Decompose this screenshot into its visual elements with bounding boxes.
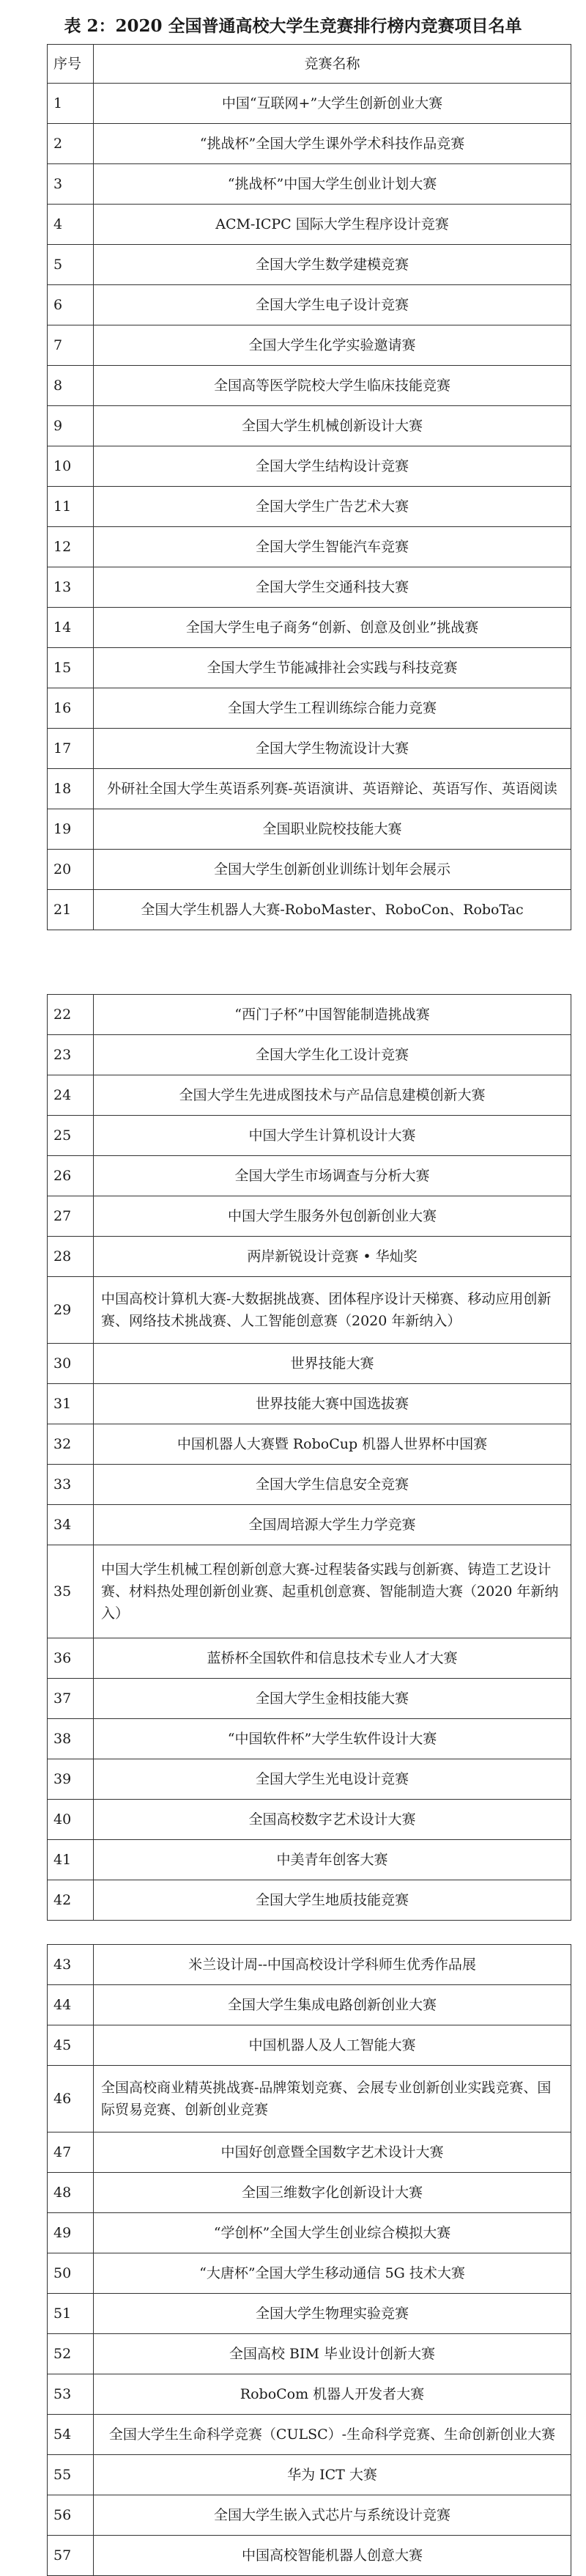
table-row [48, 164, 571, 205]
row-number: 41 [48, 1840, 94, 1880]
competition-name: 全国大学生智能汽车竞赛 [94, 527, 571, 567]
competition-name: 全国大学生金相技能大赛 [94, 1679, 571, 1719]
competition-name: 全国大学生地质技能竞赛 [94, 1880, 571, 1921]
competition-name: RoboCom 机器人开发者大赛 [94, 2374, 571, 2415]
row-number: 24 [48, 1075, 94, 1116]
table-row [48, 1759, 571, 1800]
row-number: 4 [48, 205, 94, 245]
competition-name: 全国职业院校技能大赛 [94, 809, 571, 850]
row-number: 53 [48, 2374, 94, 2415]
row-number: 14 [48, 608, 94, 648]
header-name: 竞赛名称 [94, 45, 571, 84]
table-row [48, 850, 571, 890]
row-number: 3 [48, 164, 94, 205]
row-number: 10 [48, 446, 94, 487]
row-number: 1 [48, 84, 94, 124]
competition-name: 中国大学生计算机设计大赛 [94, 1116, 571, 1156]
table-row [48, 2173, 571, 2213]
table-row [48, 446, 571, 487]
row-number: 19 [48, 809, 94, 850]
competition-name: 中国大学生服务外包创新创业大赛 [94, 1196, 571, 1237]
table-row [48, 325, 571, 366]
competition-name: 全国三维数字化创新设计大赛 [94, 2173, 571, 2213]
competition-table-part-3 [47, 1944, 571, 2576]
table-row [48, 1277, 571, 1344]
competition-name: 蓝桥杯全国软件和信息技术专业人才大赛 [94, 1638, 571, 1679]
row-number: 33 [48, 1465, 94, 1505]
table-row [48, 1384, 571, 1424]
row-number: 34 [48, 1505, 94, 1545]
header-num: 序号 [48, 45, 94, 84]
competition-table-part-1 [47, 44, 571, 930]
row-number: 30 [48, 1344, 94, 1384]
row-number: 37 [48, 1679, 94, 1719]
row-number: 31 [48, 1384, 94, 1424]
row-number: 8 [48, 366, 94, 406]
competition-name: 全国周培源大学生力学竞赛 [94, 1505, 571, 1545]
competition-name: 全国大学生广告艺术大赛 [94, 487, 571, 527]
table-row [48, 1679, 571, 1719]
competition-name: 华为 ICT 大赛 [94, 2455, 571, 2495]
row-number: 52 [48, 2334, 94, 2374]
row-number: 39 [48, 1759, 94, 1800]
row-number: 15 [48, 648, 94, 688]
table-row [48, 1196, 571, 1237]
row-number: 29 [48, 1277, 94, 1344]
competition-name: 世界技能大赛中国选拔赛 [94, 1384, 571, 1424]
row-number: 56 [48, 2495, 94, 2536]
table-row [48, 1840, 571, 1880]
table-row [48, 2025, 571, 2066]
competition-name: 全国大学生先进成图技术与产品信息建模创新大赛 [94, 1075, 571, 1116]
competition-name: 全国大学生机器人大赛-RoboMaster、RoboCon、RoboTac [94, 890, 571, 930]
row-number: 6 [48, 285, 94, 325]
table-row [48, 285, 571, 325]
table-row [48, 2536, 571, 2576]
row-number: 17 [48, 729, 94, 769]
table-row [48, 124, 571, 164]
competition-name: 中国“互联网+”大学生创新创业大赛 [94, 84, 571, 124]
row-number: 51 [48, 2294, 94, 2334]
row-number: 35 [48, 1545, 94, 1638]
row-number: 42 [48, 1880, 94, 1921]
row-number: 54 [48, 2415, 94, 2455]
competition-name: 全国大学生物理实验竞赛 [94, 2294, 571, 2334]
table-title: 表 2：2020 全国普通高校大学生竞赛排行榜内竞赛项目名单 [64, 16, 522, 36]
table-section-1 [47, 44, 571, 930]
table-row [48, 1344, 571, 1384]
competition-name: 全国大学生集成电路创新创业大赛 [94, 1985, 571, 2025]
row-number: 36 [48, 1638, 94, 1679]
table-row [48, 2066, 571, 2132]
competition-name: 全国大学生市场调查与分析大赛 [94, 1156, 571, 1196]
competition-name: 全国大学生生命科学竞赛（CULSC）-生命科学竞赛、生命创新创业大赛 [94, 2415, 571, 2455]
table-row [48, 1945, 571, 1985]
table-row [48, 527, 571, 567]
table-row [48, 1638, 571, 1679]
competition-name: 全国大学生工程训练综合能力竞赛 [94, 688, 571, 729]
competition-name: 中国高校计算机大赛-大数据挑战赛、团体程序设计天梯赛、移动应用创新赛、网络技术挑战赛、人工智能创意赛（2020 年新纳入） [94, 1277, 571, 1344]
competition-name: 全国大学生创新创业训练计划年会展示 [94, 850, 571, 890]
competition-name: 全国大学生节能减排社会实践与科技竞赛 [94, 648, 571, 688]
row-number: 49 [48, 2213, 94, 2253]
competition-name: “挑战杯”全国大学生课外学术科技作品竞赛 [94, 124, 571, 164]
row-number: 7 [48, 325, 94, 366]
competition-table-part-2 [47, 994, 571, 1921]
table-row [48, 2495, 571, 2536]
competition-name: 全国大学生光电设计竞赛 [94, 1759, 571, 1800]
table-row [48, 648, 571, 688]
row-number: 46 [48, 2066, 94, 2132]
table-row [48, 1545, 571, 1638]
table-row [48, 1719, 571, 1759]
table-row [48, 567, 571, 608]
competition-name: 外研社全国大学生英语系列赛-英语演讲、英语辩论、英语写作、英语阅读 [94, 769, 571, 809]
row-number: 12 [48, 527, 94, 567]
row-number: 21 [48, 890, 94, 930]
competition-name: 全国高等医学院校大学生临床技能竞赛 [94, 366, 571, 406]
row-number: 40 [48, 1800, 94, 1840]
table-row [48, 1465, 571, 1505]
table-row [48, 1156, 571, 1196]
row-number: 48 [48, 2173, 94, 2213]
table-row [48, 809, 571, 850]
row-number: 11 [48, 487, 94, 527]
competition-name: 全国高校数字艺术设计大赛 [94, 1800, 571, 1840]
table-row [48, 84, 571, 124]
competition-name: 中国机器人大赛暨 RoboCup 机器人世界杯中国赛 [94, 1424, 571, 1465]
row-number: 45 [48, 2025, 94, 2066]
competition-name: 中国大学生机械工程创新创意大赛-过程装备实践与创新赛、铸造工艺设计赛、材料热处理创新创业赛、起重机创意赛、智能制造大赛（2020 年新纳入） [94, 1545, 571, 1638]
competition-name: 全国大学生物流设计大赛 [94, 729, 571, 769]
competition-name: 全国大学生化工设计竞赛 [94, 1035, 571, 1075]
competition-name: 米兰设计周--中国高校设计学科师生优秀作品展 [94, 1945, 571, 1985]
table-header-row [48, 45, 571, 84]
table-row [48, 1800, 571, 1840]
row-number: 16 [48, 688, 94, 729]
row-number: 47 [48, 2132, 94, 2173]
table-row [48, 1505, 571, 1545]
competition-name: 中国机器人及人工智能大赛 [94, 2025, 571, 2066]
table-row [48, 2132, 571, 2173]
competition-name: 全国大学生机械创新设计大赛 [94, 406, 571, 446]
competition-name: 中国好创意暨全国数字艺术设计大赛 [94, 2132, 571, 2173]
row-number: 2 [48, 124, 94, 164]
row-number: 13 [48, 567, 94, 608]
row-number: 28 [48, 1237, 94, 1277]
table-row [48, 995, 571, 1035]
row-number: 20 [48, 850, 94, 890]
row-number: 43 [48, 1945, 94, 1985]
table-row [48, 608, 571, 648]
table-row [48, 366, 571, 406]
table-row [48, 406, 571, 446]
table-row [48, 688, 571, 729]
table-row [48, 1075, 571, 1116]
table-row [48, 2253, 571, 2294]
table-row [48, 1237, 571, 1277]
table-section-2 [47, 994, 571, 1921]
row-number: 26 [48, 1156, 94, 1196]
competition-name: 全国大学生交通科技大赛 [94, 567, 571, 608]
competition-name: 中美青年创客大赛 [94, 1840, 571, 1880]
competition-name: 全国高校商业精英挑战赛-品牌策划竞赛、会展专业创新创业实践竞赛、国际贸易竞赛、创新创业竞赛 [94, 2066, 571, 2132]
row-number: 25 [48, 1116, 94, 1156]
table-row [48, 1880, 571, 1921]
competition-name: 全国大学生信息安全竞赛 [94, 1465, 571, 1505]
table-row [48, 1116, 571, 1156]
table-row [48, 2294, 571, 2334]
table-section-3 [47, 1944, 571, 2576]
row-number: 5 [48, 245, 94, 285]
competition-name: 全国大学生结构设计竞赛 [94, 446, 571, 487]
row-number: 57 [48, 2536, 94, 2576]
row-number: 22 [48, 995, 94, 1035]
competition-name: 两岸新锐设计竞赛 • 华灿奖 [94, 1237, 571, 1277]
row-number: 18 [48, 769, 94, 809]
table-row [48, 729, 571, 769]
row-number: 32 [48, 1424, 94, 1465]
row-number: 50 [48, 2253, 94, 2294]
competition-name: 全国大学生电子设计竞赛 [94, 285, 571, 325]
table-row [48, 487, 571, 527]
table-row [48, 1035, 571, 1075]
table-row [48, 769, 571, 809]
row-number: 27 [48, 1196, 94, 1237]
table-row [48, 2415, 571, 2455]
competition-name: “学创杯”全国大学生创业综合模拟大赛 [94, 2213, 571, 2253]
table-row [48, 1985, 571, 2025]
table-row [48, 2374, 571, 2415]
row-number: 38 [48, 1719, 94, 1759]
row-number: 55 [48, 2455, 94, 2495]
table-row [48, 2455, 571, 2495]
competition-name: 全国大学生化学实验邀请赛 [94, 325, 571, 366]
competition-name: 全国大学生电子商务“创新、创意及创业”挑战赛 [94, 608, 571, 648]
competition-name: 世界技能大赛 [94, 1344, 571, 1384]
table-row [48, 205, 571, 245]
table-row [48, 1424, 571, 1465]
competition-name: “中国软件杯”大学生软件设计大赛 [94, 1719, 571, 1759]
competition-name: 全国大学生嵌入式芯片与系统设计竞赛 [94, 2495, 571, 2536]
competition-name: 全国大学生数学建模竞赛 [94, 245, 571, 285]
competition-name: 全国高校 BIM 毕业设计创新大赛 [94, 2334, 571, 2374]
row-number: 23 [48, 1035, 94, 1075]
table-row [48, 890, 571, 930]
competition-name: ACM-ICPC 国际大学生程序设计竞赛 [94, 205, 571, 245]
competition-name: 中国高校智能机器人创意大赛 [94, 2536, 571, 2576]
row-number: 9 [48, 406, 94, 446]
competition-name: “大唐杯”全国大学生移动通信 5G 技术大赛 [94, 2253, 571, 2294]
table-row [48, 2334, 571, 2374]
competition-name: “挑战杯”中国大学生创业计划大赛 [94, 164, 571, 205]
table-row [48, 2213, 571, 2253]
table-row [48, 245, 571, 285]
competition-name: “西门子杯”中国智能制造挑战赛 [94, 995, 571, 1035]
row-number: 44 [48, 1985, 94, 2025]
